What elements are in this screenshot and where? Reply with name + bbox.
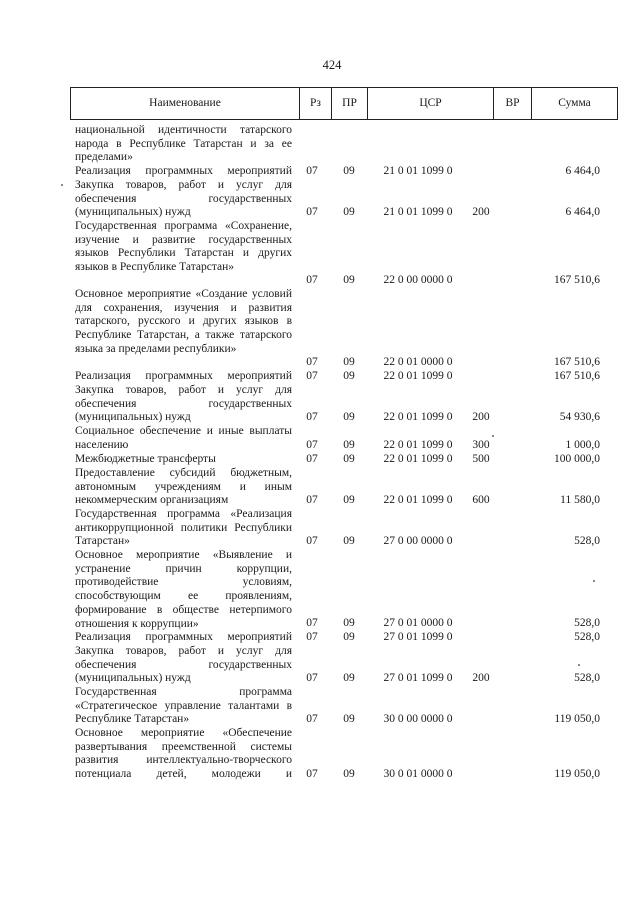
table-row [0, 453, 640, 465]
row-csr: 27 0 01 1099 0 [383, 672, 453, 684]
row-rz: 07 [306, 356, 318, 368]
row-name: Закупка товаров, работ и услуг для обеспечения государственных (муниципальных) нужд [75, 645, 292, 685]
row-rz: 07 [306, 494, 318, 506]
table-row [0, 124, 640, 164]
row-name: Государственная программа «Стратегическое управление талантами в Республике Татарстан» [75, 686, 292, 726]
row-csr: 22 0 01 1099 0 [383, 411, 453, 423]
row-rz: 07 [306, 617, 318, 629]
row-csr: 27 0 00 0000 0 [383, 535, 453, 547]
row-sum: 167 510,6 [554, 274, 600, 286]
row-sum: 54 930,6 [559, 411, 600, 423]
scan-speck [492, 435, 494, 437]
row-rz: 07 [306, 768, 318, 780]
row-sum: 167 510,6 [554, 370, 600, 382]
row-rz: 07 [306, 370, 318, 382]
row-csr: 22 0 01 1099 0 [383, 494, 453, 506]
row-pr: 09 [343, 631, 355, 643]
row-rz: 07 [306, 274, 318, 286]
row-name: Реализация программных мероприятий [75, 370, 292, 382]
row-vr: 500 [472, 453, 490, 465]
column-header-sum: Сумма [531, 88, 617, 119]
row-name: Основное мероприятие «Обеспечение развертывания преемственной системы развития интеллектуально-творческого потенциала детей, молодежи и [75, 727, 292, 781]
row-csr: 22 0 01 1099 0 [383, 439, 453, 451]
table-row [0, 631, 640, 643]
row-pr: 09 [343, 617, 355, 629]
row-csr: 27 0 01 0000 0 [383, 617, 453, 629]
row-name: Государственная программа «Сохранение, изучение и развитие государственных языков Республики Татарстан и других языков в Республике Татарстан» [75, 220, 292, 274]
row-rz: 07 [306, 206, 318, 218]
row-rz: 07 [306, 165, 318, 177]
row-csr: 30 0 00 0000 0 [383, 713, 453, 725]
row-sum: 167 510,6 [554, 356, 600, 368]
column-header-pr: ПР [331, 88, 367, 119]
row-name: Предоставление субсидий бюджетным, автономным учреждениям и иным некоммерческим организациям [75, 467, 292, 507]
table-row [0, 288, 640, 368]
row-vr: 300 [472, 439, 490, 451]
row-sum: 100 000,0 [554, 453, 600, 465]
row-pr: 09 [343, 672, 355, 684]
row-name: Межбюджетные трансферты [75, 453, 216, 465]
row-vr: 200 [472, 206, 490, 218]
table-row [0, 549, 640, 630]
row-sum: 11 580,0 [560, 494, 600, 506]
row-pr: 09 [343, 356, 355, 368]
row-pr: 09 [343, 206, 355, 218]
row-pr: 09 [343, 411, 355, 423]
row-pr: 09 [343, 165, 355, 177]
row-sum: 6 464,0 [565, 206, 600, 218]
table-row [0, 645, 640, 685]
column-header-csr: ЦСР [367, 88, 493, 119]
row-sum: 528,0 [574, 631, 600, 643]
scan-speck [593, 580, 595, 582]
row-sum: 528,0 [574, 617, 600, 629]
row-pr: 09 [343, 439, 355, 451]
row-name: национальной идентичности татарского народа в Республике Татарстан и за ее пределами» [75, 124, 292, 164]
row-rz: 07 [306, 453, 318, 465]
table-row [0, 425, 640, 451]
row-csr: 22 0 01 0000 0 [383, 356, 453, 368]
row-rz: 07 [306, 439, 318, 451]
row-pr: 09 [343, 713, 355, 725]
row-csr: 27 0 01 1099 0 [383, 631, 453, 643]
row-name: Основное мероприятие «Выявление и устранение причин коррупции, противодействие условиям, способствующим ее проявлениям, формирование в обществе нетерпимого отношения к коррупции» [75, 549, 292, 630]
row-vr: 600 [472, 494, 490, 506]
row-pr: 09 [343, 274, 355, 286]
scan-speck [61, 184, 63, 186]
row-pr: 09 [343, 453, 355, 465]
table-row [0, 686, 640, 726]
row-sum: 6 464,0 [565, 165, 600, 177]
row-rz: 07 [306, 535, 318, 547]
row-vr: 200 [472, 411, 490, 423]
table-row [0, 165, 640, 177]
table-row [0, 220, 640, 286]
row-csr: 22 0 00 0000 0 [383, 274, 453, 286]
row-pr: 09 [343, 494, 355, 506]
column-header-rz: Рз [299, 88, 331, 119]
row-name: Реализация программных мероприятий [75, 631, 292, 643]
row-csr: 22 0 01 1099 0 [383, 370, 453, 382]
table-header [70, 87, 618, 120]
row-pr: 09 [343, 370, 355, 382]
page-number: 424 [322, 58, 342, 72]
row-sum: 528,0 [574, 672, 600, 684]
table-row [0, 179, 640, 219]
row-name: Основное мероприятие «Создание условий для сохранения, изучения и развития татарского, русского и других языков в Республике Татарстан, а также татарского языка за пределами республики» [75, 288, 292, 355]
column-header-vr: ВР [493, 88, 531, 119]
row-csr: 21 0 01 1099 0 [383, 165, 453, 177]
row-sum: 119 050,0 [554, 768, 600, 780]
table-row [0, 727, 640, 781]
row-sum: 1 000,0 [565, 439, 600, 451]
row-csr: 30 0 01 0000 0 [383, 768, 453, 780]
row-sum: 528,0 [574, 535, 600, 547]
row-vr: 200 [472, 672, 490, 684]
row-rz: 07 [306, 672, 318, 684]
row-rz: 07 [306, 713, 318, 725]
row-sum: 119 050,0 [554, 713, 600, 725]
row-rz: 07 [306, 411, 318, 423]
row-pr: 09 [343, 768, 355, 780]
row-name: Закупка товаров, работ и услуг для обеспечения государственных (муниципальных) нужд [75, 384, 292, 424]
row-name: Государственная программа «Реализация антикоррупционной политики Республики Татарстан» [75, 508, 292, 548]
scan-speck [578, 664, 580, 666]
row-pr: 09 [343, 535, 355, 547]
row-name: Закупка товаров, работ и услуг для обеспечения государственных (муниципальных) нужд [75, 179, 292, 219]
row-csr: 21 0 01 1099 0 [383, 206, 453, 218]
row-name: Реализация программных мероприятий [75, 165, 292, 177]
row-name: Социальное обеспечение и иные выплаты населению [75, 425, 292, 451]
column-header-name: Наименование [149, 97, 221, 109]
table-row [0, 467, 640, 507]
table-row [0, 508, 640, 548]
row-csr: 22 0 01 1099 0 [383, 453, 453, 465]
table-row [0, 370, 640, 382]
row-rz: 07 [306, 631, 318, 643]
table-row [0, 384, 640, 424]
